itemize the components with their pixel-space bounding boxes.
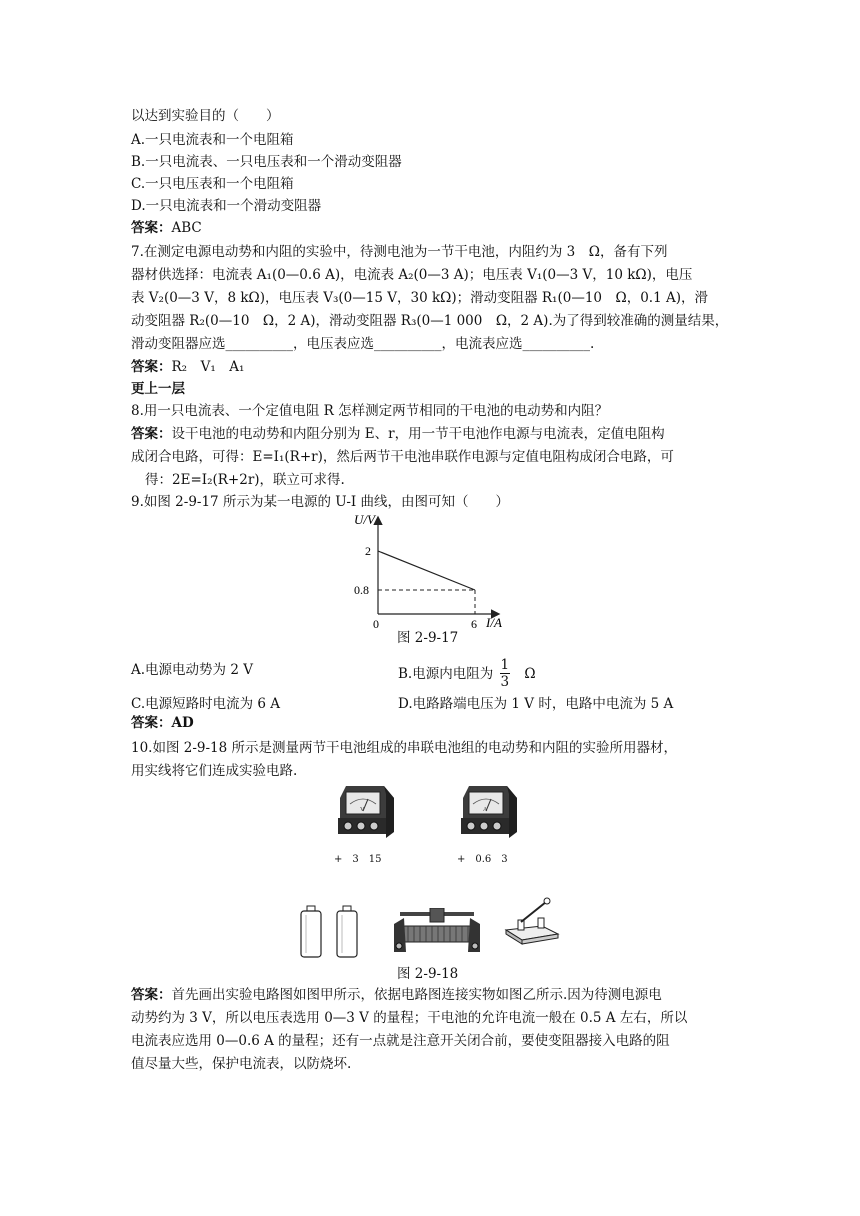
q8-answer-line-2: 成闭合电路，可得：E=I₁(R+r)，然后两节干电池串联作电源与定值电阻构成闭合电路，可 (131, 449, 674, 465)
ohm-unit: Ω (524, 666, 536, 682)
answer-text: 首先画出实验电路图如图甲所示，依据电路图连接实物如图乙所示.因为待测电源电 (171, 987, 662, 1003)
q10-line-2: 用实线将它们连成实验电路. (131, 763, 298, 779)
ammeter-icon (457, 780, 527, 850)
q7-line-2: 器材供选择：电流表 A₁(0—0.6 A)，电流表 A₂(0—3 A)；电压表 V₁(0—3 V，10 kΩ)，电压 (131, 267, 693, 283)
y-tick-0-8: 0.8 (354, 583, 369, 597)
q7-line-5: 滑动变阻器应选__________，电压表应选__________，电流表应选__________. (131, 336, 595, 352)
q9-option-d: D.电路路端电压为 1 V 时，电路中电流为 5 A (398, 696, 674, 712)
answer-label: 答案： (131, 715, 172, 731)
ammeter-scale-labels: + 0.6 3 (457, 854, 508, 865)
answer-label: 答案： (131, 987, 172, 1003)
fraction-denominator: 3 (500, 674, 510, 690)
voltmeter-scale-labels: + 3 15 (334, 854, 382, 865)
q10-answer-line-4: 值尽量大些，保护电流表，以防烧坏. (131, 1056, 352, 1072)
origin-label: 0 (373, 617, 379, 628)
q10-answer-line-3: 电流表应选用 0—0.6 A 的量程；还有一点就是注意开关闭合前，要使变阻器接入电路的阻 (131, 1033, 670, 1049)
voltmeter-letter: V (360, 807, 365, 813)
answer-text: R₂ V₁ A₁ (171, 359, 245, 375)
q9-option-a: A.电源电动势为 2 V (131, 662, 253, 678)
q6-option-a: A.一只电流表和一个电阻箱 (131, 132, 294, 148)
ammeter-letter: A (483, 807, 488, 813)
figure-caption-2-9-17: 图 2-9-17 (397, 630, 459, 646)
knife-switch-icon (502, 896, 562, 946)
battery-icon (334, 905, 360, 959)
q10-answer-line-2: 动势约为 3 V，所以电压表选用 0—3 V 的量程；干电池的允许电流一般在 0.5 A 左右，所以 (131, 1010, 688, 1026)
q7-line-4: 动变阻器 R₂(0—10 Ω，2 A)，滑动变阻器 R₃(0—1 000 Ω，2 A).为了得到较准确的测量结果， (131, 313, 729, 329)
battery-icon (298, 905, 324, 959)
q7-line-3: 表 V₂(0—3 V，8 kΩ)，电压表 V₃(0—15 V，30 kΩ)；滑动变阻器 R₁(0—10 Ω，0.1 A)，滑 (131, 290, 708, 306)
x-axis-label: I/A (486, 615, 502, 628)
q8-question: 8.用一只电流表、一个定值电阻 R 怎样测定两节相同的干电池的电动势和内阻？ (131, 403, 609, 419)
q10-answer-line-1 (131, 985, 662, 1005)
q6-option-d: D.一只电流表和一个滑动变阻器 (131, 198, 322, 214)
y-tick-2: 2 (365, 544, 371, 558)
option-b-text: B.电源内电阻为 (398, 666, 494, 682)
voltmeter-icon (334, 780, 404, 850)
answer-label: 答案： (131, 220, 172, 236)
fraction-numerator: 1 (500, 657, 510, 673)
x-tick-6: 6 (471, 617, 477, 628)
answer-text: 设干电池的电动势和内阻分别为 E、r，用一节干电池作电源与电流表，定值电阻构 (171, 426, 665, 442)
q6-answer (131, 218, 202, 238)
y-axis-label: U/V (354, 512, 375, 527)
q6-tail: 以达到实验目的（ ） (131, 108, 280, 124)
section-title: 更上一层 (131, 381, 185, 397)
figure-caption-2-9-18: 图 2-9-18 (397, 966, 459, 982)
answer-label: 答案： (131, 426, 172, 442)
q7-answer (131, 357, 244, 377)
q6-option-b: B.一只电流表、一只电压表和一个滑动变阻器 (131, 154, 402, 170)
q10-line-1: 10.如图 2-9-18 所示是测量两节干电池组成的串联电池组的电动势和内阻的实验所用器材， (131, 740, 678, 756)
q9-answer (131, 713, 194, 733)
answer-label: 答案： (131, 359, 172, 375)
answer-text: AD (171, 715, 194, 731)
ui-graph (340, 510, 520, 628)
ui-line (378, 551, 475, 590)
q7-line-1: 7.在测定电源电动势和内阻的实验中，待测电池为一节干电池，内阻约为 3 Ω，备有下列 (131, 244, 668, 260)
q8-answer-line-3: 得：2E=I₂(R+2r)，联立可求得. (145, 472, 345, 488)
fraction (500, 657, 511, 690)
answer-text: ABC (171, 220, 202, 236)
q9-option-c: C.电源短路时电流为 6 A (131, 696, 281, 712)
q6-option-c: C.一只电压表和一个电阻箱 (131, 176, 294, 192)
q8-answer-line-1 (131, 424, 665, 444)
q9-question: 9.如图 2-9-17 所示为某一电源的 U-I 曲线，由图可知（ ） (131, 494, 510, 510)
q9-option-b (398, 658, 536, 691)
rheostat-icon (392, 908, 482, 956)
